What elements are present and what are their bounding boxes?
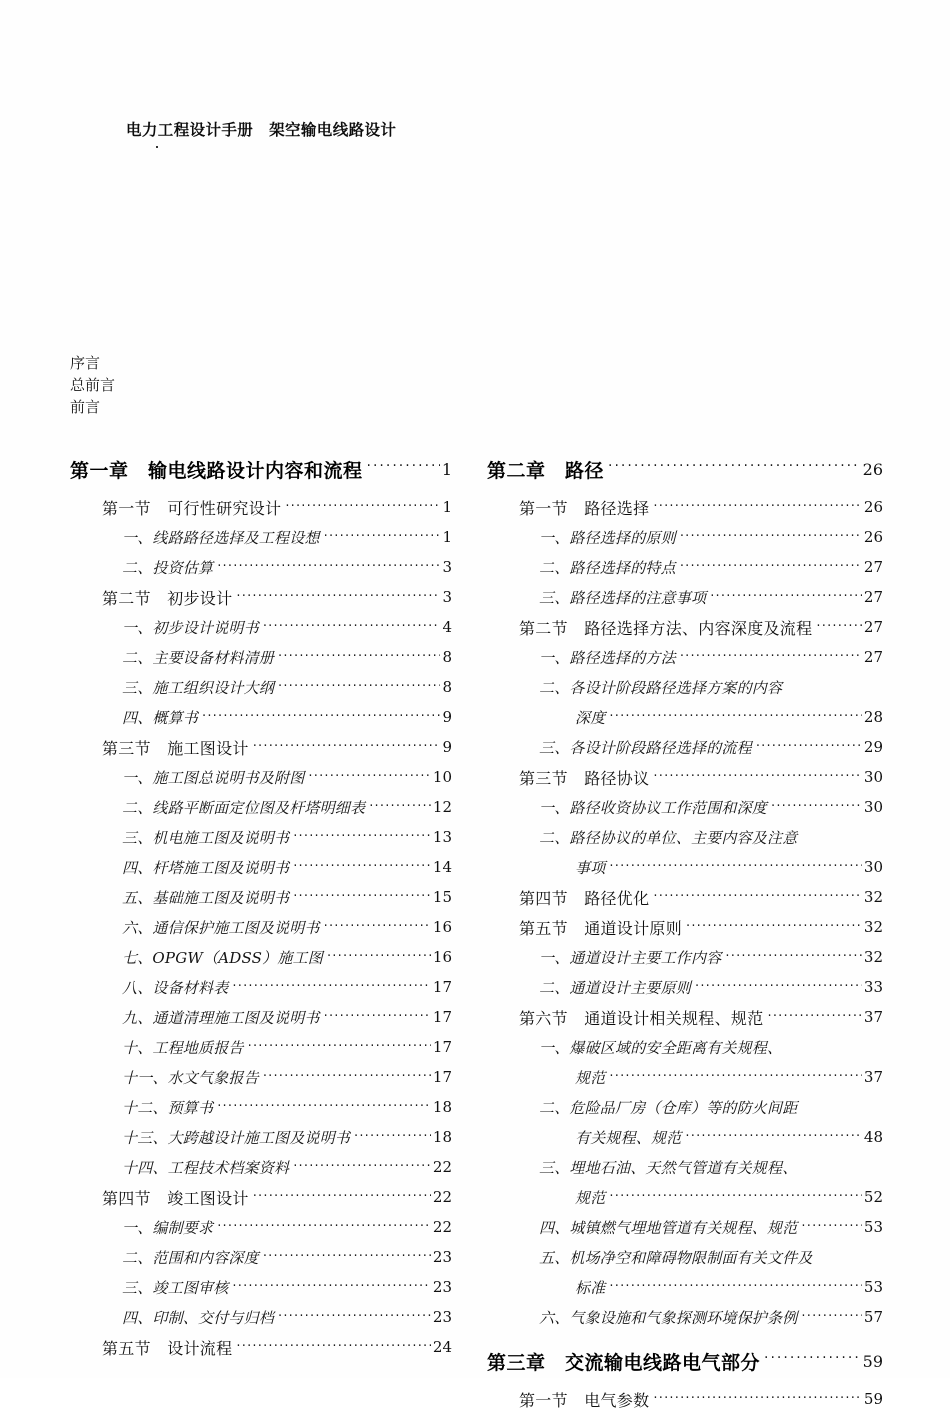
dot-leader [609, 709, 862, 724]
toc-page-number: 18 [432, 1128, 452, 1146]
toc-page-number: 22 [432, 1188, 452, 1206]
toc-spacer [487, 1332, 883, 1344]
toc-entry-label: 二、线路平断面定位图及杆塔明细表 [122, 798, 366, 817]
toc-item-entry[interactable] [487, 732, 883, 762]
toc-item-entry-line1[interactable] [487, 822, 883, 852]
toc-section-entry[interactable] [70, 1182, 452, 1212]
toc-entry-label: 二、投资估算 [122, 558, 214, 577]
toc-page-number: 48 [863, 1128, 883, 1146]
toc-page-number: 53 [863, 1218, 883, 1236]
toc-page-number: 28 [863, 708, 883, 726]
toc-entry-label: 十、工程地质报告 [122, 1038, 244, 1057]
toc-entry-label: 五、机场净空和障碍物限制面有关文件及 [539, 1248, 813, 1267]
toc-entry-label: 第三节 施工图设计 [102, 738, 249, 758]
toc-entry-label: 三、机电施工图及说明书 [122, 828, 290, 847]
dot-leader [725, 949, 862, 964]
toc-section-entry[interactable] [487, 612, 883, 642]
toc-item-entry[interactable] [70, 1302, 452, 1332]
toc-item-entry[interactable] [70, 852, 452, 882]
toc-item-entry[interactable] [70, 1062, 452, 1092]
toc-page-number: 23 [432, 1308, 452, 1326]
toc-page-number: 53 [863, 1278, 883, 1296]
dot-leader [680, 649, 862, 664]
toc-entry-label: 二、范围和内容深度 [122, 1248, 259, 1267]
toc-item-entry[interactable] [70, 792, 452, 822]
toc-column-left [70, 452, 452, 1362]
toc-item-entry[interactable] [70, 612, 452, 642]
toc-section-entry[interactable] [487, 762, 883, 792]
toc-page-number: 1 [441, 459, 452, 479]
toc-item-entry[interactable] [70, 912, 452, 942]
toc-entry-label: 三、路径选择的注意事项 [539, 588, 707, 607]
toc-entry-label: 十三、大跨越设计施工图及说明书 [122, 1128, 351, 1147]
toc-entry-label: 一、施工图总说明书及附图 [122, 768, 305, 787]
toc-chapter-entry[interactable] [487, 1344, 883, 1378]
toc-entry-label: 一、初步设计说明书 [122, 618, 259, 637]
dot-leader [653, 1391, 862, 1406]
toc-section-entry[interactable] [487, 912, 883, 942]
toc-item-entry[interactable] [487, 552, 883, 582]
toc-page-number: 10 [432, 768, 452, 786]
toc-page-number: 8 [442, 648, 452, 666]
toc-page-number: 17 [432, 1038, 452, 1056]
front-matter-item[interactable]: 总前言 [70, 376, 116, 394]
toc-item-entry[interactable] [70, 642, 452, 672]
toc-entry-label: 四、印制、交付与归档 [122, 1308, 275, 1327]
toc-entry-label: 第一节 电气参数 [519, 1390, 650, 1410]
toc-item-entry[interactable] [70, 1212, 452, 1242]
toc-item-entry-line2[interactable] [487, 1182, 883, 1212]
dot-leader [695, 979, 862, 994]
dot-leader [764, 1350, 861, 1366]
dot-leader [248, 1039, 431, 1054]
toc-section-entry[interactable] [487, 882, 883, 912]
dot-leader [367, 458, 440, 474]
dot-leader [293, 829, 431, 844]
toc-entry-label: 三、竣工图审核 [122, 1278, 229, 1297]
toc-entry-label: 规范 [575, 1188, 606, 1207]
front-matter-item[interactable]: 序言 [70, 354, 101, 372]
toc-item-entry[interactable] [487, 522, 883, 552]
toc-item-entry-line1[interactable] [487, 1242, 883, 1272]
toc-page-number: 18 [432, 1098, 452, 1116]
toc-entry-label: 四、概算书 [122, 708, 199, 727]
toc-page-number: 59 [863, 1390, 883, 1408]
toc-page-number: 32 [863, 948, 883, 966]
toc-entry-label: 三、各设计阶段路径选择的流程 [539, 738, 752, 757]
toc-page-number: 52 [863, 1188, 883, 1206]
toc-section-entry[interactable] [70, 732, 452, 762]
toc-entry-label: 十四、工程技术档案资料 [122, 1158, 290, 1177]
dot-leader [278, 1309, 431, 1324]
toc-entry-label: 二、危险品厂房（仓库）等的防火间距 [539, 1098, 798, 1117]
dot-leader [253, 1189, 431, 1204]
toc-entry-label: 一、通道设计主要工作内容 [539, 948, 722, 967]
toc-page-number: 59 [862, 1351, 883, 1371]
toc-item-entry[interactable] [70, 1122, 452, 1152]
toc-entry-label: 二、各设计阶段路径选择方案的内容 [539, 678, 783, 697]
toc-section-entry[interactable] [70, 492, 452, 522]
toc-item-entry[interactable] [70, 822, 452, 852]
dot-leader [253, 739, 441, 754]
toc-entry-label: 第三节 路径协议 [519, 768, 650, 788]
dot-leader [232, 979, 431, 994]
toc-entry-label: 第四节 竣工图设计 [102, 1188, 249, 1208]
toc-page-number: 16 [432, 918, 452, 936]
toc-page-number: 14 [432, 858, 452, 876]
dot-leader [278, 649, 440, 664]
toc-item-entry[interactable] [487, 792, 883, 822]
dot-leader [816, 619, 862, 634]
toc-item-entry[interactable] [70, 1032, 452, 1062]
toc-page-number: 22 [432, 1158, 452, 1176]
toc-page-number: 26 [862, 459, 883, 479]
dot-leader [685, 1129, 862, 1144]
toc-page-number: 27 [863, 558, 883, 576]
toc-page-number: 17 [432, 1068, 452, 1086]
toc-item-entry[interactable] [70, 882, 452, 912]
dot-leader [278, 679, 440, 694]
front-matter-item[interactable]: 前言 [70, 398, 101, 416]
dot-leader [609, 1279, 862, 1294]
dot-leader [263, 1249, 431, 1264]
toc-item-entry[interactable] [70, 972, 452, 1002]
toc-entry-label: 八、设备材料表 [122, 978, 229, 997]
toc-item-entry-line1[interactable] [487, 1092, 883, 1122]
toc-entry-label: 一、爆破区域的安全距离有关规程、 [539, 1038, 783, 1057]
toc-page-number: 4 [442, 618, 452, 636]
toc-page-number: 33 [863, 978, 883, 996]
toc-page-number: 30 [863, 798, 883, 816]
toc-entry-label: 有关规程、规范 [575, 1128, 682, 1147]
dot-leader [217, 559, 440, 574]
toc-entry-label: 二、通道设计主要原则 [539, 978, 692, 997]
toc-section-entry[interactable] [487, 1002, 883, 1032]
toc-page-number: 17 [432, 978, 452, 996]
toc-item-entry[interactable] [487, 1302, 883, 1332]
toc-entry-label: 十二、预算书 [122, 1098, 214, 1117]
toc-entry-label: 六、气象设施和气象探测环境保护条例 [539, 1308, 798, 1327]
toc-item-entry[interactable] [70, 672, 452, 702]
dot-leader [293, 1159, 431, 1174]
toc-entry-label: 六、通信保护施工图及说明书 [122, 918, 320, 937]
toc-page-number: 23 [432, 1248, 452, 1266]
dot-leader [609, 859, 862, 874]
toc-entry-label: 第一章 输电线路设计内容和流程 [70, 459, 363, 482]
toc-item-entry-line1[interactable] [487, 1152, 883, 1182]
toc-entry-label: 七、OPGW（ADSS）施工图 [122, 948, 323, 967]
toc-entry-label: 三、施工组织设计大纲 [122, 678, 275, 697]
toc-page-number: 32 [863, 888, 883, 906]
toc-page-number: 27 [863, 648, 883, 666]
dot-leader [768, 1009, 862, 1024]
dot-leader [202, 709, 440, 724]
dot-leader [771, 799, 862, 814]
toc-item-entry[interactable] [487, 642, 883, 672]
dot-leader [801, 1219, 862, 1234]
dot-leader [686, 919, 862, 934]
dot-leader [608, 458, 861, 474]
toc-entry-label: 一、路径收资协议工作范围和深度 [539, 798, 768, 817]
toc-item-entry-line2[interactable] [487, 1062, 883, 1092]
scan-speck [156, 146, 158, 148]
toc-item-entry[interactable] [487, 1212, 883, 1242]
dot-leader [293, 859, 431, 874]
toc-page-number: 13 [432, 828, 452, 846]
toc-item-entry[interactable] [70, 522, 452, 552]
dot-leader [653, 889, 862, 904]
toc-section-entry[interactable] [487, 492, 883, 522]
dot-leader [609, 1069, 862, 1084]
dot-leader [756, 739, 862, 754]
toc-entry-label: 第六节 通道设计相关规程、规范 [519, 1008, 764, 1028]
toc-entry-label: 第二章 路径 [487, 459, 605, 482]
dot-leader [236, 1339, 431, 1354]
toc-page-number: 15 [432, 888, 452, 906]
toc-item-entry-line2[interactable] [487, 852, 883, 882]
toc-section-entry[interactable] [487, 1384, 883, 1414]
toc-entry-label: 第二节 路径选择方法、内容深度及流程 [519, 618, 813, 638]
toc-entry-label: 第五节 设计流程 [102, 1338, 233, 1358]
dot-leader [680, 559, 862, 574]
dot-leader [285, 499, 440, 514]
dot-leader [327, 949, 431, 964]
dot-leader [324, 529, 441, 544]
toc-item-entry[interactable] [70, 552, 452, 582]
toc-page-number: 9 [442, 738, 452, 756]
toc-page-number: 29 [863, 738, 883, 756]
toc-item-entry[interactable] [70, 1242, 452, 1272]
dot-leader [354, 1129, 431, 1144]
toc-page-number: 32 [863, 918, 883, 936]
toc-page-number: 12 [432, 798, 452, 816]
toc-item-entry[interactable] [70, 942, 452, 972]
toc-entry-label: 五、基础施工图及说明书 [122, 888, 290, 907]
toc-item-entry-line2[interactable] [487, 702, 883, 732]
toc-page-number: 27 [863, 618, 883, 636]
toc-entry-label: 第四节 路径优化 [519, 888, 650, 908]
front-matter-list [70, 352, 115, 418]
dot-leader [710, 589, 862, 604]
toc-entry-label: 深度 [575, 708, 606, 727]
toc-item-entry[interactable] [70, 702, 452, 732]
dot-leader [801, 1309, 862, 1324]
toc-page-number: 30 [863, 768, 883, 786]
toc-entry-label: 第二节 初步设计 [102, 588, 233, 608]
toc-page-number: 26 [863, 498, 883, 516]
toc-chapter-entry[interactable] [487, 452, 883, 486]
dot-leader [369, 799, 431, 814]
dot-leader [653, 499, 862, 514]
toc-entry-label: 第五节 通道设计原则 [519, 918, 683, 938]
toc-entry-label: 一、编制要求 [122, 1218, 214, 1237]
toc-entry-label: 三、埋地石油、天然气管道有关规程、 [539, 1158, 798, 1177]
toc-page-number: 23 [432, 1278, 452, 1296]
dot-leader [324, 919, 431, 934]
toc-entry-label: 十一、水文气象报告 [122, 1068, 259, 1087]
dot-leader [263, 619, 441, 634]
toc-entry-label: 九、通道清理施工图及说明书 [122, 1008, 320, 1027]
dot-leader [217, 1099, 431, 1114]
toc-page-number: 57 [863, 1308, 883, 1326]
toc-item-entry[interactable] [70, 1092, 452, 1122]
toc-entry-label: 标准 [575, 1278, 606, 1297]
running-head: 电力工程设计手册 架空输电线路设计 [126, 121, 397, 139]
toc-page-number: 1 [442, 528, 452, 546]
dot-leader [308, 769, 431, 784]
toc-item-entry-line2[interactable] [487, 1122, 883, 1152]
dot-leader [263, 1069, 431, 1084]
dot-leader [609, 1189, 862, 1204]
toc-page-number: 8 [442, 678, 452, 696]
toc-entry-label: 四、城镇燃气埋地管道有关规程、规范 [539, 1218, 798, 1237]
toc-page-number: 37 [863, 1068, 883, 1086]
toc-entry-label: 二、主要设备材料清册 [122, 648, 275, 667]
toc-page-number: 3 [442, 588, 452, 606]
dot-leader [232, 1279, 431, 1294]
toc-item-entry[interactable] [70, 1152, 452, 1182]
toc-page-number: 1 [442, 498, 452, 516]
toc-page-number: 24 [432, 1338, 452, 1356]
toc-page-number: 37 [863, 1008, 883, 1026]
toc-entry-label: 规范 [575, 1068, 606, 1087]
toc-section-entry[interactable] [70, 1332, 452, 1362]
toc-page-number: 17 [432, 1008, 452, 1026]
toc-page-number: 16 [432, 948, 452, 966]
toc-entry-label: 一、线路路径选择及工程设想 [122, 528, 320, 547]
toc-page-number: 26 [863, 528, 883, 546]
toc-page-number: 9 [442, 708, 452, 726]
toc-entry-label: 第三章 交流输电线路电气部分 [487, 1351, 761, 1374]
toc-item-entry-line1[interactable] [487, 672, 883, 702]
dot-leader [217, 1219, 431, 1234]
toc-entry-label: 第一节 可行性研究设计 [102, 498, 282, 518]
dot-leader [324, 1009, 431, 1024]
toc-entry-label: 一、路径选择的方法 [539, 648, 676, 667]
toc-entry-label: 事项 [575, 858, 606, 877]
toc-item-entry-line1[interactable] [487, 1032, 883, 1062]
toc-entry-label: 二、路径选择的特点 [539, 558, 676, 577]
toc-page-number: 27 [863, 588, 883, 606]
toc-item-entry[interactable] [70, 1002, 452, 1032]
toc-entry-label: 二、路径协议的单位、主要内容及注意 [539, 828, 798, 847]
toc-chapter-entry[interactable] [70, 452, 452, 486]
dot-leader [236, 589, 440, 604]
toc-entry-label: 四、杆塔施工图及说明书 [122, 858, 290, 877]
dot-leader [680, 529, 862, 544]
toc-page-number: 22 [432, 1218, 452, 1236]
toc-page-number: 3 [442, 558, 452, 576]
toc-item-entry[interactable] [487, 972, 883, 1002]
toc-section-entry[interactable] [70, 582, 452, 612]
toc-page-number: 30 [863, 858, 883, 876]
dot-leader [293, 889, 431, 904]
toc-item-entry[interactable] [70, 762, 452, 792]
toc-column-right [487, 452, 883, 1414]
toc-item-entry-line2[interactable] [487, 1272, 883, 1302]
toc-entry-label: 一、路径选择的原则 [539, 528, 676, 547]
toc-item-entry[interactable] [487, 942, 883, 972]
toc-item-entry[interactable] [70, 1272, 452, 1302]
dot-leader [653, 769, 862, 784]
toc-item-entry[interactable] [487, 582, 883, 612]
toc-entry-label: 第一节 路径选择 [519, 498, 650, 518]
